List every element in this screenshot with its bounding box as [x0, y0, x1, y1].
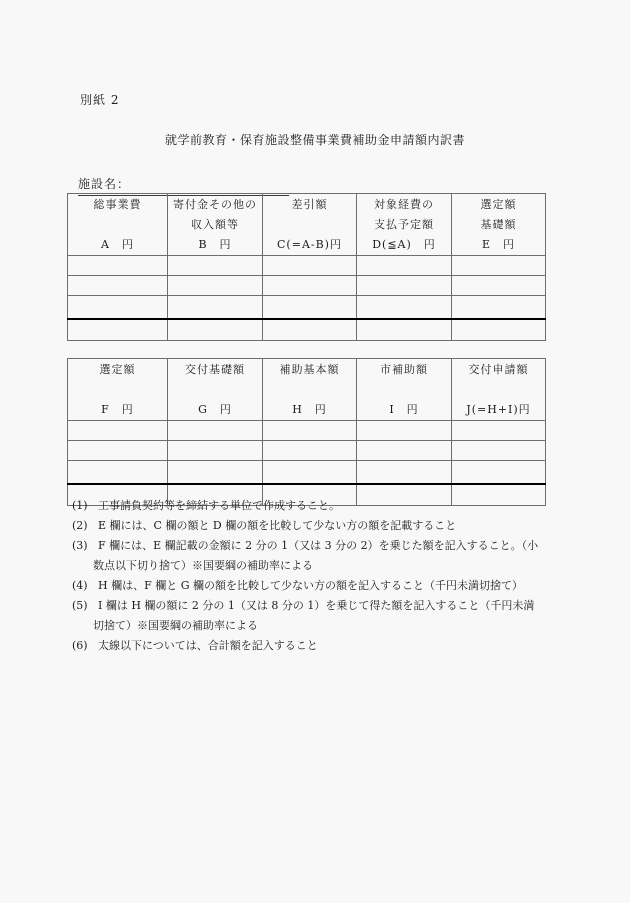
- empty-amount-cell: [168, 296, 263, 319]
- empty-amount-cell: [452, 421, 546, 441]
- empty-amount-cell: [263, 441, 357, 461]
- footnote-marker: (5): [72, 599, 88, 612]
- footnote-2: [72, 516, 492, 536]
- column-subtitle: [263, 215, 356, 235]
- empty-amount-cell: [452, 256, 546, 276]
- column-title: 寄付金その他の: [173, 198, 257, 211]
- footnote-text: H 欄は、F 欄と G 欄の額を比較して少ない方の額を記入すること（千円未満切捨て）: [98, 579, 523, 592]
- empty-total-cell: [263, 319, 357, 341]
- column-subtitle: [68, 380, 167, 400]
- column-title: 交付基礎額: [185, 363, 245, 376]
- empty-amount-cell: [452, 296, 546, 319]
- column-title: 補助基本額: [279, 363, 340, 376]
- attachment-label: 別紙 2: [80, 93, 120, 107]
- column-subtitle: [357, 380, 451, 400]
- footnote-marker: (3): [72, 539, 88, 552]
- empty-amount-cell: [357, 256, 452, 276]
- footnote-marker: (1): [72, 499, 88, 512]
- facility-name-label: 施設名：: [78, 177, 131, 191]
- empty-amount-cell: [263, 421, 357, 441]
- column-subtitle: 支払予定額: [374, 218, 434, 231]
- empty-amount-cell: [263, 256, 357, 276]
- empty-total-cell: [452, 319, 546, 341]
- column-title: 差引額: [291, 198, 328, 211]
- column-title: 対象経費の: [374, 198, 434, 211]
- footnote-text: E 欄には、C 欄の額と D 欄の額を比較して少ない方の額を記載すること: [98, 519, 457, 532]
- empty-amount-cell: [68, 256, 168, 276]
- empty-total-cell: [357, 319, 452, 341]
- empty-amount-cell: [357, 461, 452, 484]
- column-subtitle: [452, 380, 545, 400]
- footnote-text: 工事請負契約等を締結する単位で作成すること。: [98, 499, 340, 512]
- table2-header-subsidy-basic-amount: [263, 359, 357, 421]
- empty-amount-cell: [68, 276, 168, 296]
- column-title: 選定額: [99, 363, 136, 376]
- table2-data-row-1: [68, 421, 546, 441]
- footnote-4: [72, 576, 523, 596]
- table1-header-planned-payment: [357, 194, 452, 256]
- empty-amount-cell: [357, 296, 452, 319]
- column-title: 市補助額: [380, 363, 428, 376]
- table2-header-row: [68, 359, 546, 421]
- empty-amount-cell: [168, 421, 263, 441]
- footnote-5-continued: [72, 616, 492, 636]
- column-code: H 円: [292, 403, 327, 416]
- table2-header-grant-base-amount: [168, 359, 263, 421]
- table1-header-row: [68, 194, 546, 256]
- column-title: 総事業費: [93, 198, 142, 211]
- column-code: F 円: [101, 403, 134, 416]
- empty-total-cell: [68, 319, 168, 341]
- empty-amount-cell: [263, 461, 357, 484]
- table1-header-total-project-cost: [68, 194, 168, 256]
- column-code: E 円: [481, 238, 516, 251]
- empty-amount-cell: [68, 296, 168, 319]
- empty-amount-cell: [357, 276, 452, 296]
- empty-amount-cell: [168, 256, 263, 276]
- table1-total-row: [68, 319, 546, 341]
- footnote-3: [72, 536, 539, 556]
- table2-header-city-subsidy-amount: [357, 359, 452, 421]
- column-title: 選定額: [480, 198, 517, 211]
- footnote-5: [72, 596, 535, 616]
- table2-data-row-2: [68, 441, 546, 461]
- footnote-1: [72, 496, 492, 516]
- table1-data-row-3: [68, 296, 546, 319]
- table1-data-row-1: [68, 256, 546, 276]
- column-code: D(≦A) 円: [372, 238, 436, 251]
- footnote-text: F 欄には、E 欄記載の金額に 2 分の 1（又は 3 分の 2）を乗じた額を記入すること。（小: [98, 539, 539, 552]
- empty-total-cell: [168, 319, 263, 341]
- table2-data-row-3: [68, 461, 546, 484]
- table2-header-grant-application-amount: [452, 359, 546, 421]
- column-title: 交付申請額: [468, 363, 529, 376]
- table1-header-selected-base-amount: [452, 194, 546, 256]
- empty-amount-cell: [168, 276, 263, 296]
- footnote-marker: (2): [72, 519, 88, 532]
- table1-header-balance: [263, 194, 357, 256]
- footnote-text: I 欄は H 欄の額に 2 分の 1（又は 8 分の 1）を乗じて得た額を記入すること（千円未満: [98, 599, 535, 612]
- column-subtitle: [68, 215, 167, 235]
- table2-header-selected-amount: [68, 359, 168, 421]
- empty-amount-cell: [357, 441, 452, 461]
- empty-amount-cell: [452, 276, 546, 296]
- empty-amount-cell: [263, 276, 357, 296]
- cost-breakdown-table: [67, 193, 546, 341]
- empty-amount-cell: [452, 441, 546, 461]
- column-code: B 円: [198, 238, 232, 251]
- empty-amount-cell: [68, 421, 168, 441]
- table1-data-row-2: [68, 276, 546, 296]
- table1-header-donations-other-income: [168, 194, 263, 256]
- page-title: 就学前教育・保育施設整備事業費補助金申請額内訳書: [164, 133, 465, 147]
- column-subtitle: [263, 380, 356, 400]
- footnote-3-continued: [72, 556, 492, 576]
- column-code: J(=H+I)円: [466, 403, 531, 416]
- empty-amount-cell: [68, 441, 168, 461]
- footnote-6: [72, 636, 492, 656]
- footnote-marker: (4): [72, 579, 88, 592]
- footnote-text: 太線以下については、合計額を記入すること: [98, 639, 318, 652]
- column-code: A 円: [101, 238, 134, 251]
- empty-amount-cell: [452, 461, 546, 484]
- empty-amount-cell: [263, 296, 357, 319]
- footnote-marker: (6): [72, 639, 88, 652]
- footnote-text: 数点以下切り捨て）※国要綱の補助率による: [93, 559, 313, 572]
- empty-amount-cell: [68, 461, 168, 484]
- empty-amount-cell: [168, 441, 263, 461]
- footnotes: [72, 496, 539, 656]
- column-subtitle: 収入額等: [191, 218, 239, 231]
- column-code: I 円: [389, 403, 419, 416]
- column-code: C(=A-B)円: [277, 238, 342, 251]
- column-code: G 円: [198, 403, 232, 416]
- column-subtitle: [168, 380, 262, 400]
- empty-amount-cell: [168, 461, 263, 484]
- subsidy-application-table: [67, 358, 546, 506]
- column-subtitle: 基礎額: [480, 218, 517, 231]
- footnote-text: 切捨て）※国要綱の補助率による: [93, 619, 258, 632]
- empty-amount-cell: [357, 421, 452, 441]
